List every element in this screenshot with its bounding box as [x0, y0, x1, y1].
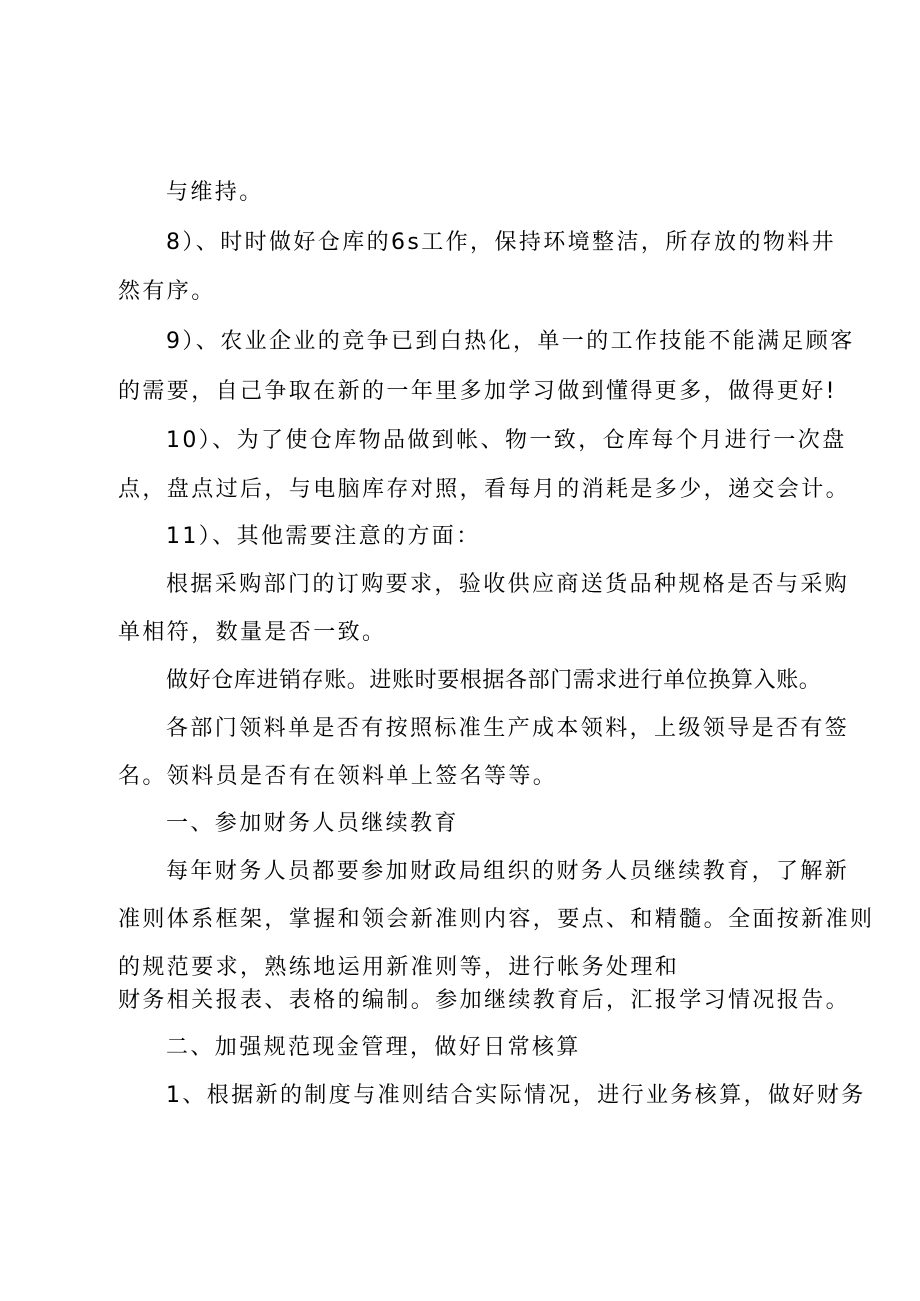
text-line: 点，盘点过后，与电脑库存对照，看每月的消耗是多少，递交会计。: [118, 477, 851, 502]
text-line: 8）、时时做好仓库的6s工作，保持环境整洁，所存放的物料井: [166, 230, 837, 255]
text-line: 的规范要求，熟练地运用新准则等，进行帐务处理和: [118, 955, 680, 980]
section-heading: 二、加强规范现金管理，做好日常核算: [166, 1035, 581, 1060]
text-line: 单相符，数量是否一致。: [118, 620, 387, 645]
text-line: 9）、农业企业的竞争已到白热化，单一的工作技能不能满足顾客: [166, 329, 855, 354]
text-line: 准则体系框架，掌握和领会新准则内容，要点、和精髓。全面按新准则: [118, 907, 875, 932]
text-line: 然有序。: [118, 279, 216, 304]
text-line: 每年财务人员都要参加财政局组织的财务人员继续教育，了解新: [166, 859, 850, 884]
text-line: 财务相关报表、表格的编制。参加继续教育后，汇报学习情况报告。: [118, 988, 851, 1013]
section-heading: 一、参加财务人员继续教育: [166, 811, 459, 836]
text-line: 根据采购部门的订购要求，验收供应商送货品种规格是否与采购: [166, 572, 850, 597]
text-line: 10）、为了使仓库物品做到帐、物一致，仓库每个月进行一次盘: [166, 428, 847, 453]
text-line: 的需要，自己争取在新的一年里多加学习做到懂得更多，做得更好!: [118, 379, 837, 404]
text-line: 与维持。: [166, 180, 264, 205]
text-line: 各部门领料单是否有按照标准生产成本领料，上级领导是否有签: [166, 716, 850, 741]
text-line: 11）、其他需要注意的方面：: [166, 524, 481, 549]
text-line: 1、根据新的制度与准则结合实际情况，进行业务核算，做好财务: [166, 1083, 866, 1108]
text-line: 名。领料员是否有在领料单上签名等等。: [118, 764, 558, 789]
text-line: 做好仓库进销存账。进账时要根据各部门需求进行单位换算入账。: [166, 668, 822, 693]
